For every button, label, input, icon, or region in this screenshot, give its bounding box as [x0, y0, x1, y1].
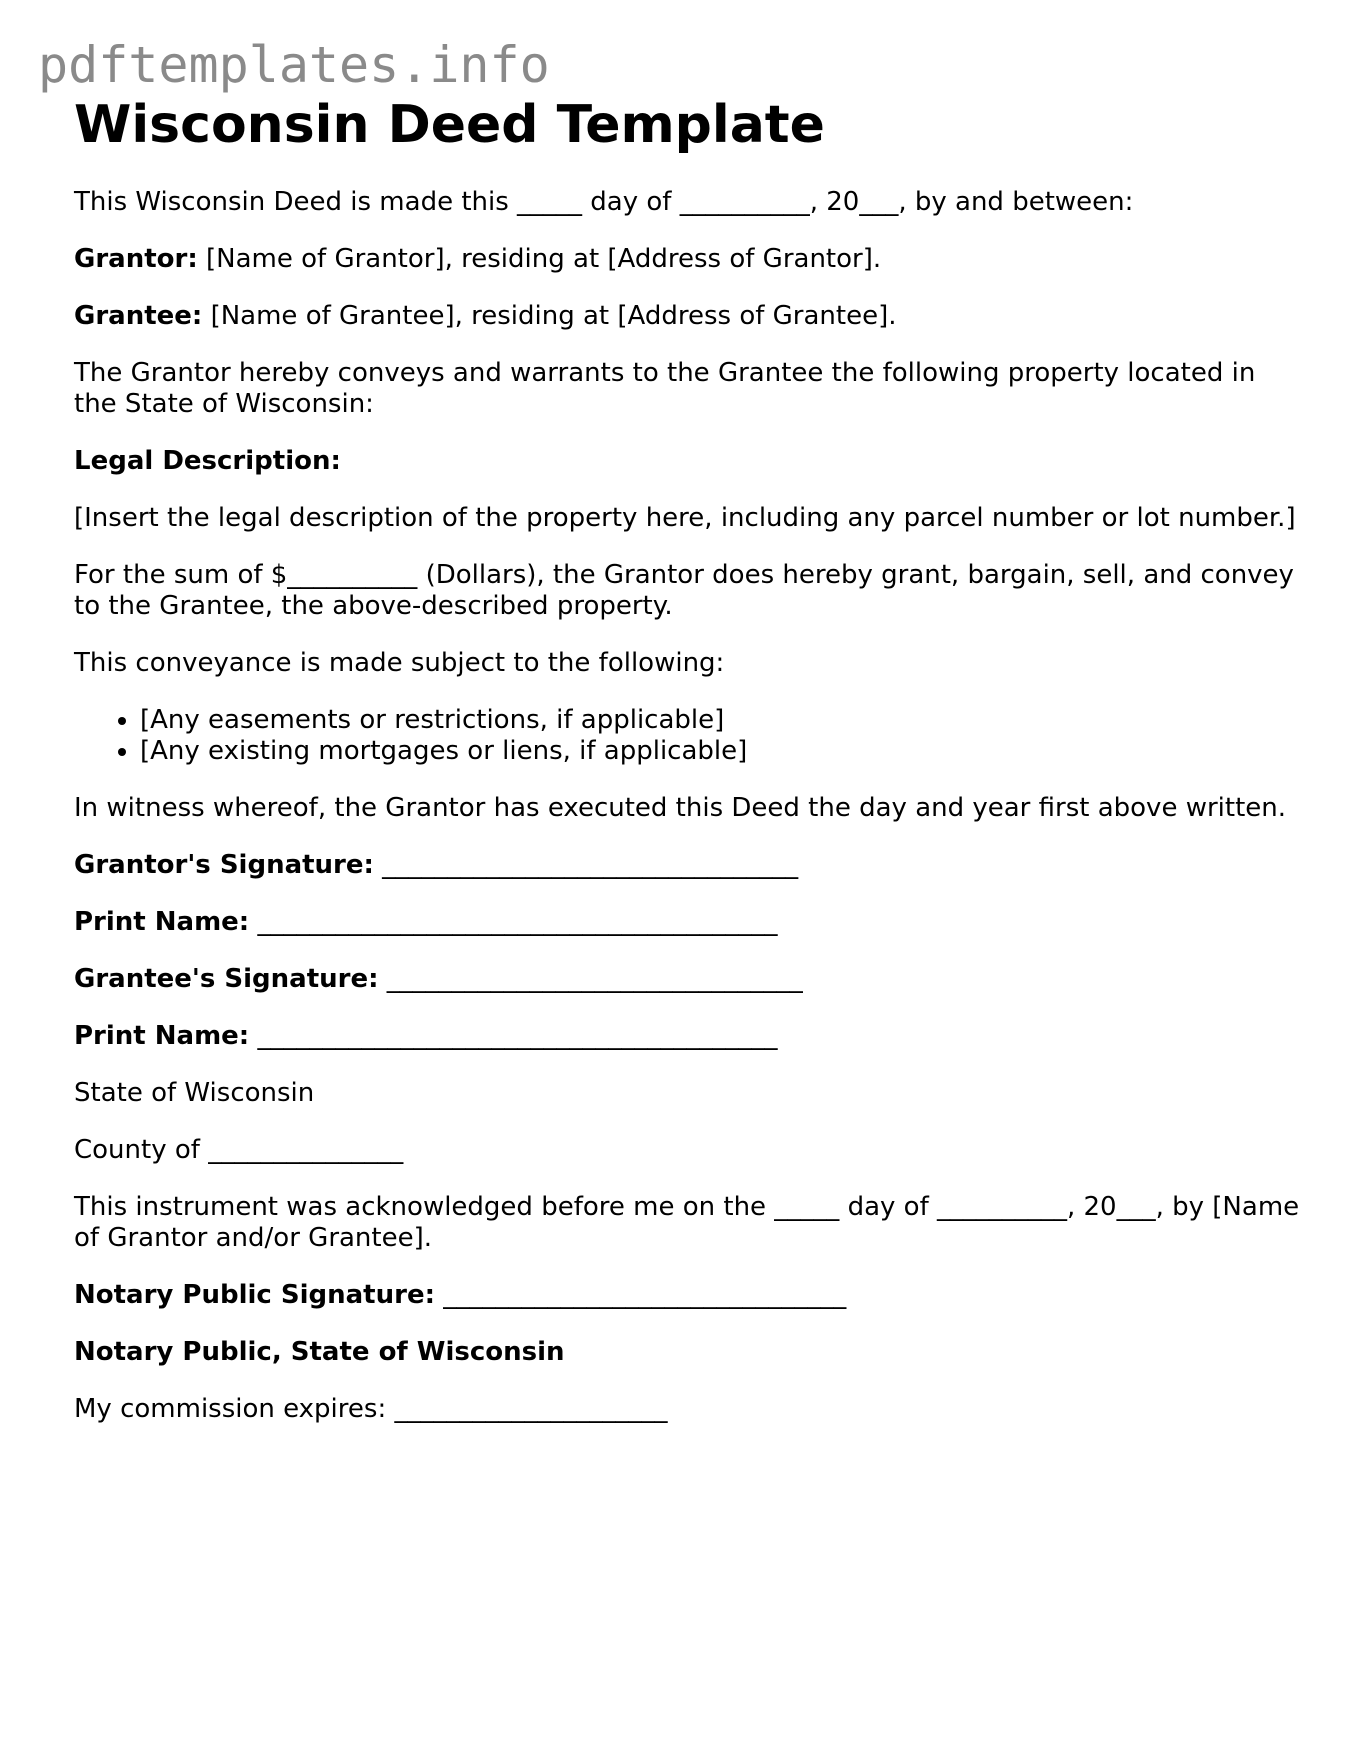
county-line: County of _______________	[74, 1135, 404, 1165]
document-page	[74, 95, 1304, 1451]
grantor-signature-blank: ________________________________	[373, 850, 799, 880]
notary-signature-blank: _______________________________	[434, 1280, 847, 1310]
intro-paragraph: This Wisconsin Deed is made this _____ day of __________, 20___, by and between:	[74, 187, 1134, 217]
subject-list	[74, 705, 1304, 767]
legal-description-paragraph: [Insert the legal description of the property here, including any parcel number or lot number.]	[74, 503, 1296, 533]
grantee-print-label: Print Name:	[74, 1021, 250, 1051]
list-item: • [Any easements or restrictions, if applicable]	[140, 705, 1304, 736]
legal-heading-text: Legal Description:	[74, 446, 341, 476]
state-line: State of Wisconsin	[74, 1078, 315, 1108]
grantee-signature-label: Grantee's Signature:	[74, 964, 379, 994]
grantee-signature-line	[74, 964, 1304, 995]
notary-title: Notary Public, State of Wisconsin	[74, 1337, 565, 1367]
grantor-print-label: Print Name:	[74, 907, 250, 937]
notary-title-line	[74, 1337, 1304, 1368]
grantor-paragraph	[74, 244, 1304, 275]
conveyance-paragraph: The Grantor hereby conveys and warrants to the Grantee the following property located in the State of Wisconsin:	[74, 358, 1256, 419]
grantee-label: Grantee:	[74, 301, 203, 331]
grantor-label: Grantor:	[74, 244, 198, 274]
grantee-paragraph	[74, 301, 1304, 332]
grantee-print-name-line	[74, 1021, 1304, 1052]
witness-paragraph: In witness whereof, the Grantor has executed this Deed the day and year first above written.	[74, 793, 1287, 823]
notary-signature-label: Notary Public Signature:	[74, 1280, 435, 1310]
notary-signature-line	[74, 1280, 1304, 1311]
grantee-print-blank: ________________________________________	[249, 1021, 778, 1051]
page-title: Wisconsin Deed Template	[74, 95, 825, 155]
grantor-signature-label: Grantor's Signature:	[74, 850, 374, 880]
grantor-text: [Name of Grantor], residing at [Address of Grantor].	[197, 244, 882, 274]
sum-paragraph: For the sum of $__________ (Dollars), the Grantor does hereby grant, bargain, sell, and convey to the Grantee, the above-described property.	[74, 560, 1294, 621]
grantee-signature-blank: ________________________________	[378, 964, 803, 994]
subject-paragraph: This conveyance is made subject to the following:	[74, 648, 725, 678]
legal-description-heading	[74, 446, 1304, 477]
grantee-text: [Name of Grantee], residing at [Address of Grantee].	[202, 301, 897, 331]
commission-line: My commission expires: _____________________	[74, 1394, 668, 1424]
list-item: • [Any existing mortgages or liens, if applicable]	[140, 736, 1304, 767]
acknowledgment-paragraph: This instrument was acknowledged before me on the _____ day of __________, 20___, by [Name of Grantor and/or Grantee].	[74, 1192, 1300, 1253]
watermark: pdftemplates.info	[38, 36, 550, 94]
grantor-print-blank: ________________________________________	[249, 907, 778, 937]
grantor-signature-line	[74, 850, 1304, 881]
grantor-print-name-line	[74, 907, 1304, 938]
